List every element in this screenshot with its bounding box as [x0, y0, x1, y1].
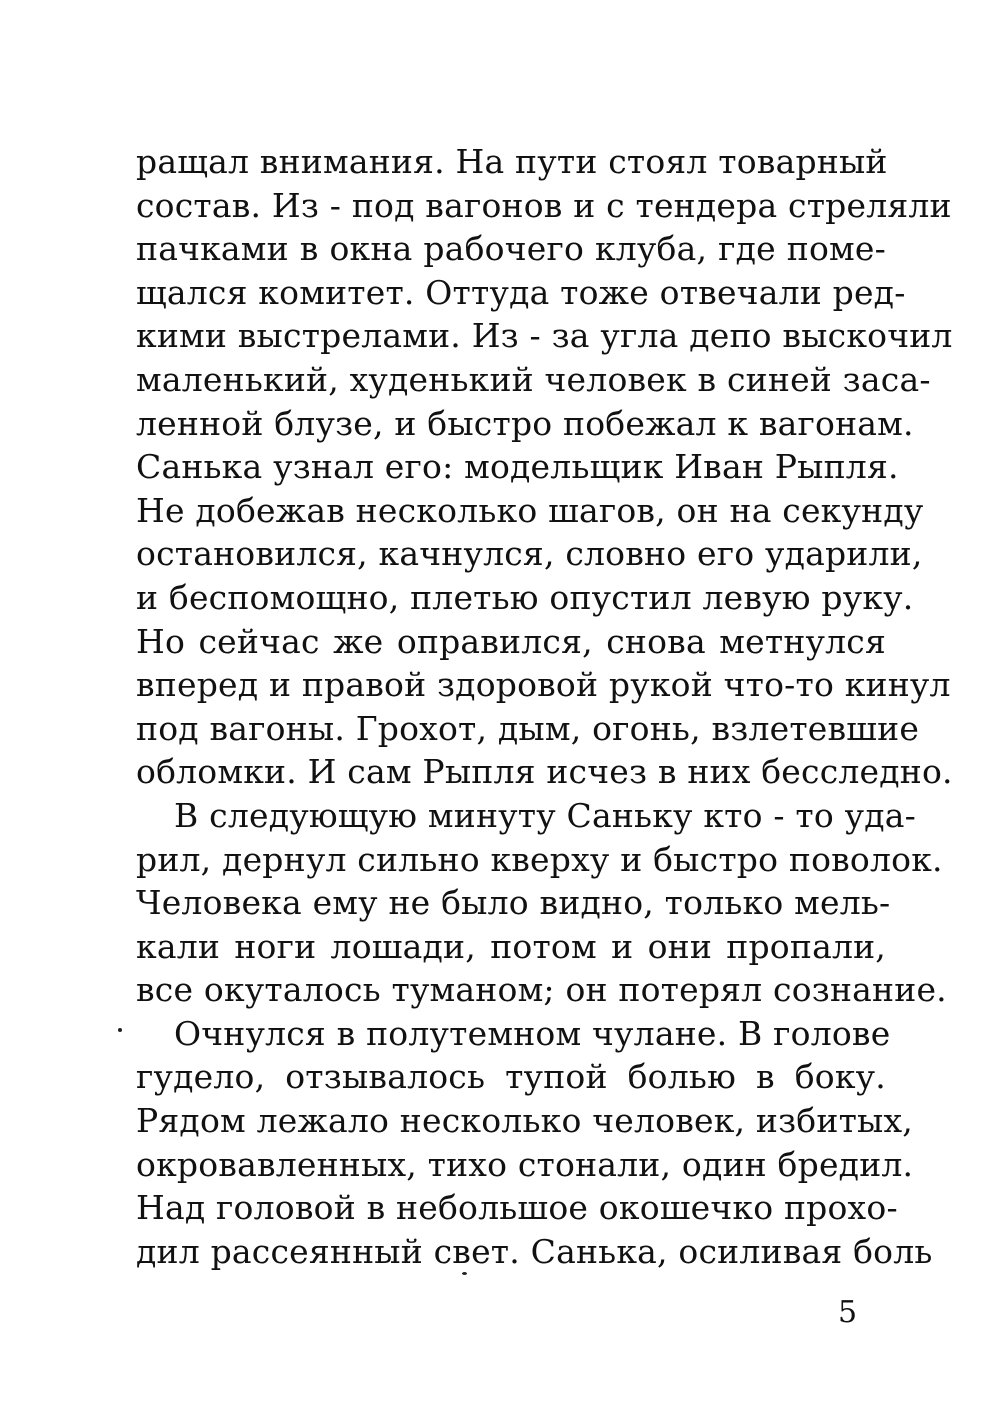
- text-line: обломки. И сам Рыпля исчез в них бесследно.: [136, 752, 953, 792]
- text-line: Не добежав несколько шагов, он на секунду: [136, 490, 924, 530]
- text-line: Человека ему не было видно, только мель-: [136, 883, 891, 923]
- text-line: Рядом лежало несколько человек, избитых,: [136, 1101, 913, 1141]
- text-line: маленький, худенький человек в синей заса-: [136, 359, 931, 399]
- text-line: кали ноги лошади, потом и они пропали,: [136, 926, 886, 966]
- text-line: состав. Из - под вагонов и с тендера стреляли: [136, 185, 952, 225]
- text-line: кими выстрелами. Из - за угла депо выскочил: [136, 316, 953, 356]
- text-line: ленной блузе, и быстро побежал к вагонам.: [136, 403, 914, 443]
- text-line: ращал внимания. На пути стоял товарный: [136, 142, 888, 181]
- text-line: Санька узнал его: модельщик Иван Рыпля.: [136, 447, 899, 487]
- print-speck: [118, 1028, 122, 1032]
- text-line: под вагоны. Грохот, дым, огонь, взлетевшие: [136, 708, 920, 748]
- text-line: щался комитет. Оттуда тоже отвечали ред-: [136, 272, 906, 312]
- text-line: Над головой в небольшое окошечко прохо-: [136, 1188, 898, 1228]
- text-line: остановился, качнулся, словно его ударили,: [136, 534, 923, 574]
- text-line: гудело, отзывалось тупой болью в боку.: [136, 1057, 886, 1097]
- text-line: вперед и правой здоровой рукой что-то кинул: [136, 665, 951, 705]
- page-number: 5: [838, 1295, 858, 1330]
- text-line: Но сейчас же оправился, снова метнулся: [136, 621, 886, 661]
- text-line: Очнулся в полутемном чулане. В голове: [174, 1013, 891, 1053]
- print-speck: [462, 1272, 467, 1275]
- text-line: все окуталось туманом; он потерял сознание.: [136, 970, 947, 1010]
- body-text: [136, 140, 953, 1273]
- text-line: рил, дернул сильно кверху и быстро поволок.: [136, 839, 943, 879]
- text-line: пачками в окна рабочего клуба, где поме-: [136, 229, 886, 269]
- text-line: окровавленных, тихо стонали, один бредил.: [136, 1144, 914, 1184]
- text-line: и беспомощно, плетью опустил левую руку.: [136, 577, 914, 617]
- text-line: В следующую минуту Саньку кто - то уда-: [174, 795, 917, 835]
- text-line: дил рассеянный свет. Санька, осиливая боль: [136, 1231, 933, 1271]
